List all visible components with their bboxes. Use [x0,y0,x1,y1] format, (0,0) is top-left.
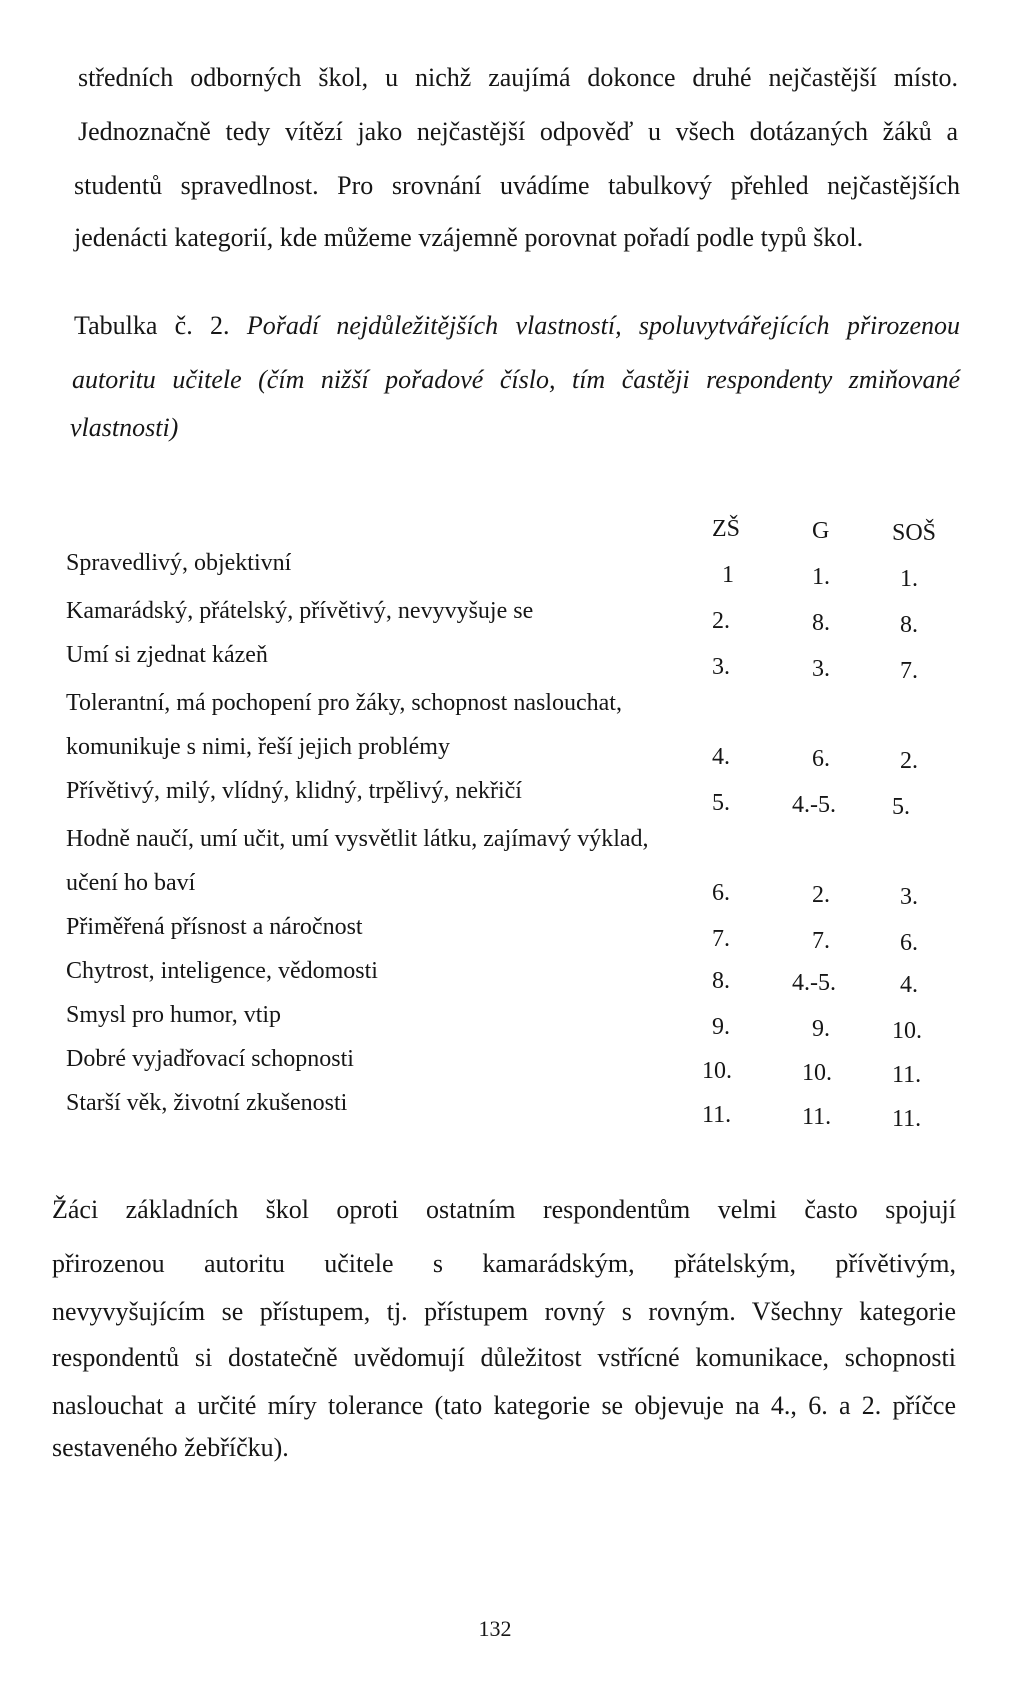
intro-line: středních odborných škol, u nichž zaujímá dokonce druhé nejčastější místo. [78,63,958,92]
table-cell-zs: 1 [722,562,734,588]
table-cell-zs: 8. [712,968,730,994]
table-cell-g: 4.-5. [792,792,836,818]
table-row-label: Starší věk, životní zkušenosti [66,1090,348,1116]
table-cell-sos: 11. [892,1062,922,1088]
table-cell-sos: 2. [900,748,918,774]
outro-line: nevyvyšujícím se přístupem, tj. přístupem rovný s rovným. Všechny kategorie [52,1297,956,1326]
table-cell-sos: 3. [900,884,918,910]
column-header-sos: SOŠ [892,520,937,546]
table-cell-sos: 11. [892,1106,922,1132]
outro-line: sestaveného žebříčku). [52,1433,289,1462]
table-cell-sos: 5. [892,794,910,820]
table-cell-zs: 6. [712,880,730,906]
table-caption-line-3: vlastnosti) [70,413,179,442]
table-cell-g: 1. [812,564,830,590]
table-cell-g: 10. [802,1060,832,1086]
table-cell-g: 4.-5. [792,970,836,996]
intro-line: studentů spravedlnost. Pro srovnání uvádíme tabulkový přehled nejčastějších [74,171,960,200]
table-cell-zs: 4. [712,744,730,770]
table-row-label: Spravedlivý, objektivní [66,550,292,576]
table-cell-sos: 10. [892,1018,922,1044]
table-cell-zs: 11. [702,1102,732,1128]
table-cell-g: 6. [812,746,830,772]
table-row-label: Přívětivý, milý, vlídný, klidný, trpělivý, nekřičí [66,778,522,804]
table-row-label: Smysl pro humor, vtip [66,1002,282,1028]
column-header-g: G [812,518,830,544]
table-row-label: Hodně naučí, umí učit, umí vysvětlit látku, zajímavý výklad, [66,826,649,852]
intro-line: jedenácti kategorií, kde můžeme vzájemně porovnat pořadí podle typů škol. [74,223,864,252]
table-caption-prefix: Tabulka č. 2. [74,311,230,340]
table-row-label: Kamarádský, přátelský, přívětivý, nevyvyšuje se [66,598,534,624]
intro-line: Jednoznačně tedy vítězí jako nejčastější odpověď u všech dotázaných žáků a [78,117,958,146]
table-cell-zs: 2. [712,608,730,634]
table-cell-zs: 5. [712,790,730,816]
table-cell-zs: 9. [712,1014,730,1040]
table-row-label: Umí si zjednat kázeň [66,642,268,668]
table-cell-sos: 8. [900,612,918,638]
table-cell-zs: 7. [712,926,730,952]
table-cell-g: 8. [812,610,830,636]
table-caption-line-1 [74,310,960,342]
table-row-label: Tolerantní, má pochopení pro žáky, schopnost naslouchat, [66,690,622,716]
outro-line: Žáci základních škol oproti ostatním respondentům velmi často spojují [52,1195,956,1224]
table-cell-sos: 7. [900,658,918,684]
table-cell-g: 9. [812,1016,830,1042]
table-cell-sos: 6. [900,930,918,956]
table-caption-line-2: autoritu učitele (čím nižší pořadové číslo, tím častěji respondenty zmiňované [72,365,960,394]
outro-line: naslouchat a určité míry tolerance (tato kategorie se objevuje na 4., 6. a 2. příčce [52,1391,956,1420]
page-number: 132 [478,1616,512,1641]
table-cell-g: 2. [812,882,830,908]
table-cell-g: 3. [812,656,830,682]
table-cell-sos: 1. [900,566,918,592]
table-cell-sos: 4. [900,972,918,998]
table-row-label: Dobré vyjadřovací schopnosti [66,1046,354,1072]
table-row-label-continuation: komunikuje s nimi, řeší jejich problémy [66,734,450,760]
column-header-zs: ZŠ [712,516,741,542]
table-cell-g: 7. [812,928,830,954]
outro-line: přirozenou autoritu učitele s kamarádským, přátelským, přívětivým, [52,1249,956,1278]
outro-line: respondentů si dostatečně uvědomují důležitost vstřícné komunikace, schopnosti [52,1343,956,1372]
table-cell-g: 11. [802,1104,832,1130]
table-row-label: Přiměřená přísnost a náročnost [66,914,363,940]
table-row-label-continuation: učení ho baví [66,870,196,896]
table-cell-zs: 3. [712,654,730,680]
table-caption-title: Pořadí nejdůležitějších vlastností, spoluvytvářejících přirozenou [246,311,960,340]
table-cell-zs: 10. [702,1058,732,1084]
table-row-label: Chytrost, inteligence, vědomosti [66,958,378,984]
